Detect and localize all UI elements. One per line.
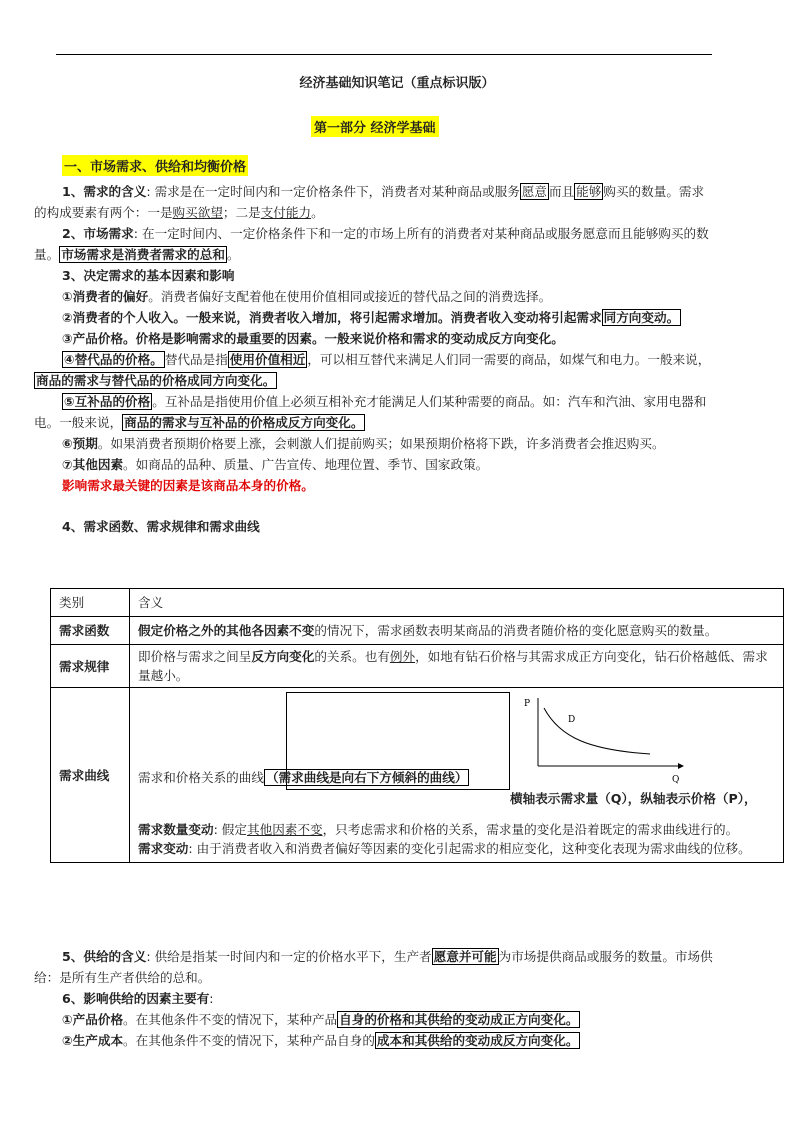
row-category: 需求曲线 — [51, 688, 130, 863]
table-header-row — [51, 589, 784, 617]
row-meaning — [130, 688, 784, 863]
row-category: 需求函数 — [51, 617, 130, 645]
paragraph-market-demand: 2、市场需求: 在一定时间内、一定价格条件下和一定的市场上所有的消费者对某种商品或服务愿意而且能够购买的数量。 市场需求是消费者需求的总和 。 — [34, 226, 709, 262]
demand-section — [34, 181, 714, 537]
curve-caption: 需求和价格关系的曲线 （需求曲线是向右下方倾斜的曲线） — [138, 770, 468, 785]
header-category: 类别 — [51, 589, 130, 617]
document-title: 经济基础知识笔记（重点标识版） — [299, 76, 495, 91]
factor-substitute: ④替代品的价格。 替代品是指 使用价值相近 ，可以相互替代来满足人们同一需要的商品，如煤气和电力。一般来说，商品的需求与替代品的价格成同方向变化。 — [36, 352, 711, 388]
section-heading: 一、市场需求、供给和均衡价格 — [62, 155, 248, 176]
x-axis-arrow — [678, 763, 684, 769]
paragraph-demand-factors: 3、决定需求的基本因素和影响 — [62, 268, 235, 283]
factor-complement: ⑤互补品的价格 。互补品是指使用价值上必须互相补充才能满足人们某种需要的商品。如：汽车和汽油、家用电器和电。一般来说， 商品的需求与互补品的价格成反方向变化。 — [34, 394, 707, 430]
table-row — [51, 645, 784, 688]
table-row — [51, 688, 784, 863]
row-category: 需求规律 — [51, 645, 130, 688]
table-row — [51, 617, 784, 645]
demand-table — [50, 588, 784, 863]
factor-price: ③产品价格。价格是影响需求的最重要的因素。一般来说价格和需求的变动成反方向变化。 — [62, 331, 564, 346]
curve-label-d: D — [568, 715, 576, 725]
factor-income: ②消费者的个人收入。一般来说，消费者收入增加，将引起需求增加。消费者收入变动将引起需求 同方向变动。 — [62, 310, 680, 325]
paragraph-supply-factors: 6、影响供给的因素主要有: — [62, 991, 214, 1006]
supply-factor-cost: ②生产成本。在其他条件不变的情况下，某种产品自身的 成本和其供给的变动成反方向变化。 — [62, 1033, 579, 1048]
factor-expectation: ⑥预期。如果消费者预期价格要上涨，会刺激人们提前购买；如果预期价格将下跌，许多消费者会推迟购买。 — [62, 436, 665, 451]
paragraph-supply-meaning: 5、供给的含义: 供给是指某一时间内和一定的价格水平下，生产者 愿意并可能 为市场提供商品或服务的数量。市场供给：是所有生产者供给的总和。 — [34, 949, 713, 985]
key-factor-note: 影响需求最关键的因素是该商品本身的价格。 — [62, 478, 314, 493]
factor-other: ⑦其他因素。如商品的品种、质量、广告宣传、地理位置、季节、国家政策。 — [62, 457, 489, 472]
header-meaning: 含义 — [130, 589, 784, 617]
axis-label-p: P — [524, 699, 531, 709]
axis-label-q: Q — [672, 775, 680, 784]
part-heading: 第一部分 经济学基础 — [311, 116, 439, 137]
quantity-demanded-change: 需求数量变动: 假定其他因素不变，只考虑需求和价格的关系，需求量的变化是沿着既定的需求曲线进行的。 — [138, 822, 739, 837]
demand-curve-chart — [520, 692, 700, 784]
factor-preference: ①消费者的偏好。消费者偏好支配着他在使用价值相同或接近的替代品之间的消费选择。 — [62, 289, 552, 304]
demand-curve — [544, 708, 650, 754]
supply-factor-price: ①产品价格。在其他条件不变的情况下，某种产品 自身的价格和其供给的变动成正方向变化。 — [62, 1012, 579, 1027]
axis-explanation: 横轴表示需求量（Q），纵轴表示价格（P）， — [510, 791, 757, 806]
curve-area — [138, 688, 775, 820]
row-meaning: 假定价格之外的其他各因素不变的情况下，需求函数表明某商品的消费者随价格的变化愿意购买的数量。 — [130, 617, 784, 645]
row-meaning: 即价格与需求之间呈反方向变化的关系。也有例外，如地有钻石价格与其需求成正方向变化，钻石价格越低、需求量越小。 — [130, 645, 784, 688]
paragraph-demand-meaning: 1、需求的含义: 需求是在一定时间内和一定价格条件下，消费者对某种商品或服务 愿意 而且 能够 购买的数量。需求的构成要素有两个：一是购买欲望；二是支付能力。 — [34, 184, 705, 220]
demand-change: 需求变动: 由于消费者收入和消费者偏好等因素的变化引起需求的相应变化，这种变化表现为需求曲线的位移。 — [138, 841, 751, 856]
paragraph-demand-function-heading: 4、需求函数、需求规律和需求曲线 — [62, 519, 260, 534]
supply-section — [34, 946, 714, 1051]
header-rule — [56, 54, 712, 55]
